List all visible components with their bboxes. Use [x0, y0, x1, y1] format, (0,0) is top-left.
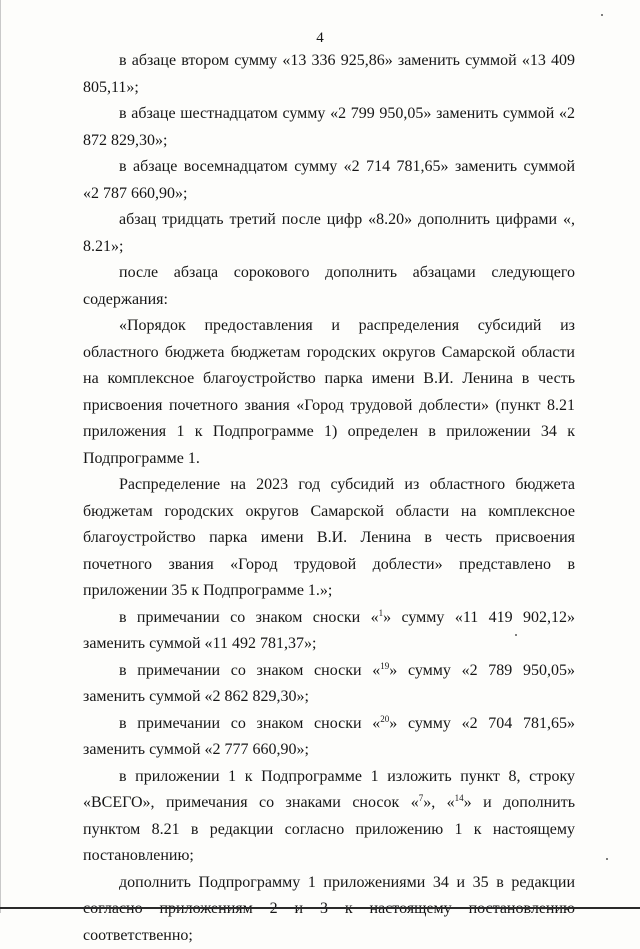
footnote-mark-1: 1 [379, 608, 384, 618]
paragraph-4: абзац тридцать третий после цифр «8.20» дополнить цифрами «, 8.21»; [83, 207, 575, 260]
scan-speck [606, 858, 608, 860]
page-number: 4 [0, 30, 640, 47]
footnote-mark-14: 14 [455, 793, 464, 803]
scan-speck [515, 634, 517, 636]
paragraph-3: в абзаце восемнадцатом сумму «2 714 781,65» заменить суммой «2 787 660,90»; [83, 154, 575, 207]
paragraph-11-before: в приложении 1 к Подпрограмме 1 изложить пункт 8, строку «ВСЕГО», примечания со знаками сносок « [83, 768, 575, 812]
scan-speck [601, 14, 603, 16]
paragraph-10 [83, 711, 575, 764]
paragraph-10-after: » сумму «2 704 781,65» заменить суммой «2 777 660,90»; [83, 715, 575, 759]
paragraph-1: в абзаце втором сумму «13 336 925,86» заменить суммой «13 409 805,11»; [83, 48, 575, 101]
paragraph-7: Распределение на 2023 год субсидий из областного бюджета бюджетам городских округов Самарской области на комплексное благоустройство парка имени В.И. Ленина в честь присвоения почетного звания «Город трудовой доблести» представлено в приложении 35 к Подпрограмме 1.»; [83, 472, 575, 605]
paragraph-9-after: » сумму «2 789 950,05» заменить суммой «2 862 829,30»; [83, 662, 575, 706]
paragraph-5: после абзаца сорокового дополнить абзацами следующего содержания: [83, 260, 575, 313]
paragraph-8-after: » сумму «11 419 902,12» заменить суммой «11 492 781,37»; [83, 609, 575, 653]
paragraph-11-after: » и дополнить пунктом 8.21 в редакции согласно приложению 1 к настоящему постановлению; [83, 794, 575, 864]
scan-left-edge [0, 0, 1, 913]
footnote-mark-7: 7 [419, 793, 424, 803]
footnote-mark-19: 19 [380, 661, 389, 671]
paragraph-12: дополнить Подпрограмму 1 приложениями 34 и 35 в редакции соответственно; [83, 870, 575, 949]
footnote-mark-20: 20 [380, 714, 389, 724]
paragraph-8 [83, 605, 575, 658]
paragraph-9-before: в примечании со знаком сноски « [119, 662, 380, 679]
paragraph-9 [83, 658, 575, 711]
paragraph-2: в абзаце шестнадцатом сумму «2 799 950,05» заменить суммой «2 872 829,30»; [83, 101, 575, 154]
scan-bottom-edge [0, 907, 640, 909]
paragraph-10-before: в примечании со знаком сноски « [119, 715, 380, 732]
paragraph-11-middle: », « [423, 794, 454, 811]
paragraph-8-before: в примечании со знаком сноски « [119, 609, 379, 626]
paragraph-11 [83, 764, 575, 870]
document-body [83, 48, 575, 949]
paragraph-6: «Порядок предоставления и распределения субсидий из областного бюджета бюджетам городских округов Самарской области на комплексное благоустройство парка имени В.И. Ленина в честь присвоения почетного звания «Город трудовой доблести» (пункт 8.21 приложения 1 к Подпрограмме 1) определен в приложении 34 к Подпрограмме 1. [83, 313, 575, 472]
